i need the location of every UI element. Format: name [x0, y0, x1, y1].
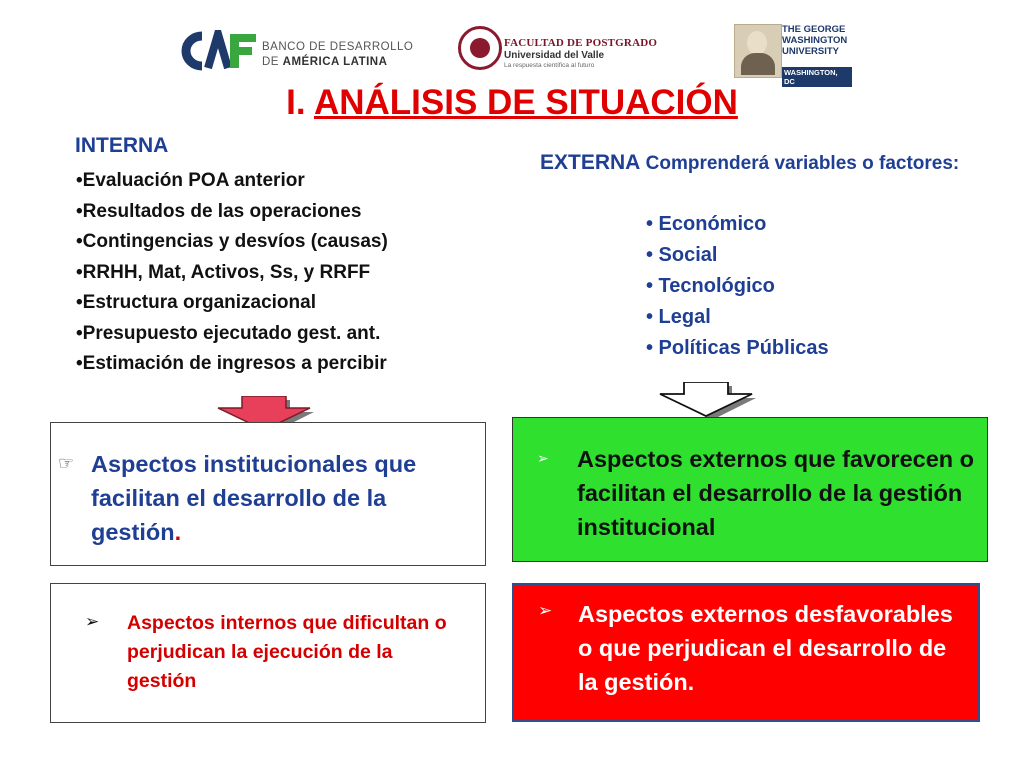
gwu-location: WASHINGTON, DC — [782, 67, 852, 87]
interna-heading: INTERNA — [75, 134, 169, 157]
gwu-logo-text: THE GEORGE WASHINGTON UNIVERSITY — [782, 24, 848, 57]
list-item: •Presupuesto ejecutado gest. ant. — [76, 322, 381, 344]
list-item: •RRHH, Mat, Activos, Ss, y RRFF — [76, 261, 371, 283]
externa-list — [646, 209, 829, 364]
external-negative-box — [512, 583, 980, 722]
facultad-title: FACULTAD DE POSTGRADO — [504, 37, 658, 49]
box-text: Aspectos internos que dificultan o perjudican la ejecución de la gestión — [127, 612, 447, 692]
list-item: • Políticas Públicas — [646, 337, 829, 359]
interna-list — [76, 166, 388, 380]
page-title: I. ANÁLISIS DE SITUACIÓN — [286, 83, 738, 122]
list-item: •Estructura organizacional — [76, 292, 316, 313]
caf-logo-text: BANCO DE DESARROLLO DE AMÉRICA LATINA — [262, 41, 414, 68]
list-item: •Contingencias y desvíos (causas) — [76, 231, 388, 252]
internal-negative-box — [50, 583, 486, 723]
arrow-bullet-icon: ➢ — [538, 601, 553, 620]
list-item: • Económico — [646, 213, 767, 235]
facultad-postgrado-logo — [452, 24, 678, 76]
university-seal-icon — [458, 26, 502, 70]
list-item: • Social — [646, 244, 718, 266]
facultad-tagline: La respuesta científica al futuro — [504, 62, 595, 69]
list-item: • Tecnológico — [646, 275, 775, 297]
list-item: • Legal — [646, 306, 711, 328]
gwu-portrait-icon — [734, 24, 782, 78]
list-item: •Estimación de ingresos a percibir — [76, 353, 387, 374]
box-text: Aspectos externos que favorecen o facilitan el desarrollo de la gestión institucional — [577, 446, 975, 540]
internal-positive-box — [50, 422, 486, 566]
box-text: Aspectos externos desfavorables o que perjudican el desarrollo de la gestión. — [578, 601, 953, 695]
list-item: •Evaluación POA anterior — [76, 170, 305, 191]
box-text: Aspectos institucionales que facilitan el desarrollo de la gestión. — [91, 451, 417, 545]
hand-bullet-icon: ☞ — [58, 453, 75, 474]
arrow-bullet-icon: ➢ — [85, 612, 100, 631]
arrow-down-icon — [652, 382, 762, 420]
caf-logo-mark — [172, 30, 258, 72]
externa-heading: EXTERNA Comprenderá variables o factores: — [540, 151, 960, 174]
external-positive-box — [512, 417, 988, 562]
arrow-bullet-icon: ➢ — [537, 450, 549, 466]
facultad-subtitle: Universidad del Valle — [504, 50, 605, 61]
list-item: •Resultados de las operaciones — [76, 200, 362, 222]
